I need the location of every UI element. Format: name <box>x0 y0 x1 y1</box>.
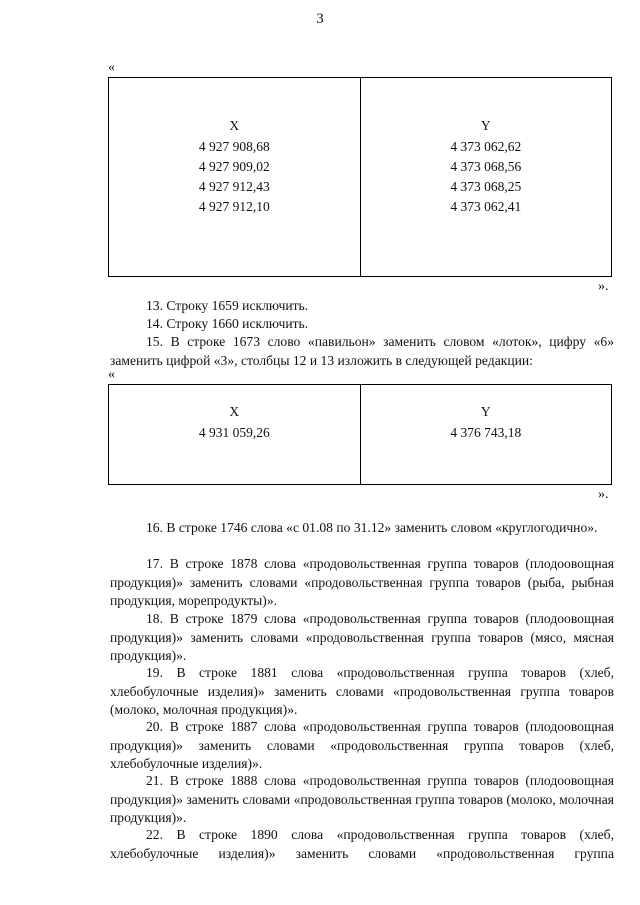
coordinates-table-2 <box>108 384 612 485</box>
x-header: X <box>229 404 240 419</box>
y-value: 4 376 743,18 <box>450 425 522 440</box>
y-value: 4 373 062,62 <box>450 139 522 154</box>
x-value: 4 931 059,26 <box>198 425 270 440</box>
quote-open-2: « <box>108 367 115 382</box>
paragraph-13: 13. Строку 1659 исключить. <box>146 298 309 313</box>
paragraph-14: 14. Строку 1660 исключить. <box>146 316 309 331</box>
coordinates-table-1 <box>108 77 612 277</box>
x-header: X <box>229 118 240 133</box>
paragraph-17: 17. В строке 1878 слова «продовольственная группа товаров (плодоовощная продукция)» заменить словами «продовольственная группа товаров (рыба, рыбная продукция, морепродукты)». <box>110 556 614 609</box>
quote-close-2: ». <box>598 487 609 502</box>
page-number: 3 <box>316 11 324 27</box>
paragraph-19: 19. В строке 1881 слова «продовольственная группа товаров (хлеб, хлебобулочные изделия)» заменить словами «продовольственная группа товаров (молоко, молочная продукция)». <box>110 665 614 718</box>
paragraph-18: 18. В строке 1879 слова «продовольственная группа товаров (плодоовощная продукция)» заменить словами «продовольственная группа товаров (мясо, мясная продукция)». <box>110 611 614 664</box>
x-column <box>109 385 360 484</box>
paragraph-20: 20. В строке 1887 слова «продовольственная группа товаров (плодоовощная продукция)» заменить словами «продовольственная группа товаров (хлеб, хлебобулочные изделия)». <box>110 719 614 772</box>
y-value: 4 373 068,25 <box>450 179 522 194</box>
paragraph-15: 15. В строке 1673 слово «павильон» заменить словом «лоток», цифру «6» заменить цифрой «3», столбцы 12 и 13 изложить в следующей редакции: <box>110 334 614 368</box>
x-column <box>109 78 360 276</box>
y-column <box>360 385 612 484</box>
x-value: 4 927 908,68 <box>198 139 270 154</box>
paragraph-16: 16. В строке 1746 слова «с 01.08 по 31.12» заменить словом «круглогодично». <box>146 520 598 535</box>
x-value: 4 927 909,02 <box>198 159 270 174</box>
x-value: 4 927 912,10 <box>198 199 270 214</box>
y-value: 4 373 068,56 <box>450 159 522 174</box>
y-column <box>360 78 612 276</box>
y-header: Y <box>480 118 491 133</box>
y-header: Y <box>480 404 491 419</box>
quote-open-1: « <box>108 60 115 75</box>
x-value: 4 927 912,43 <box>198 179 270 194</box>
paragraph-22: 22. В строке 1890 слова «продовольственная группа товаров (хлеб, хлебобулочные изделия)» заменить словами «продовольственная группа <box>110 827 614 861</box>
quote-close-1: ». <box>598 279 609 294</box>
y-value: 4 373 062,41 <box>450 199 522 214</box>
paragraph-21: 21. В строке 1888 слова «продовольственная группа товаров (плодоовощная продукция)» заменить словами «продовольственная группа товаров (молоко, молочная продукция)». <box>110 773 614 826</box>
